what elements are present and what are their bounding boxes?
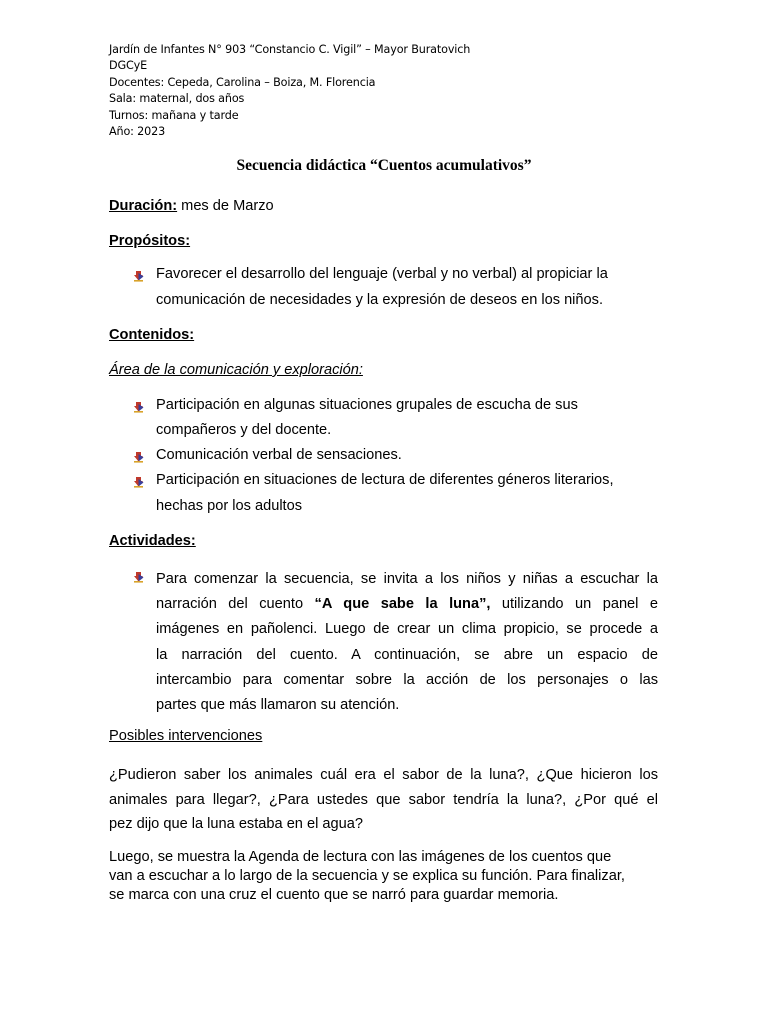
closing-line: van a escuchar a lo largo de la secuencia y se explica su función. Para finalizar, [109, 868, 625, 884]
contents-area-subheading: Área de la comunicación y exploración: [109, 362, 363, 378]
activity-line: la narración del cuento. A continuación, se abre un espacio de [156, 646, 658, 663]
bullet-arrow-icon [133, 270, 145, 282]
duration-label: Duración: [109, 198, 178, 214]
bullet-arrow-icon [133, 571, 145, 583]
activity-line: partes que más llamaron su atención. [156, 697, 400, 714]
content-item-line: compañeros y del docente. [156, 422, 332, 438]
purposes-heading: Propósitos: [109, 233, 191, 249]
activity-line: imágenes en pañolenci. Luego de crear un clima propicio, se procede a [156, 621, 658, 638]
closing-paragraph [109, 848, 669, 905]
header-teachers: Docentes: Cepeda, Carolina – Boiza, M. Florencia [109, 75, 376, 89]
bullet-arrow-icon [133, 476, 145, 488]
interventions-line: animales para llegar?, ¿Para ustedes que sabor tendría la luna?, ¿Por qué el [109, 791, 658, 808]
header-shifts: Turnos: mañana y tarde [109, 108, 239, 122]
interventions-line: pez dijo que la luna estaba en el agua? [109, 816, 363, 833]
duration-row [109, 198, 274, 214]
activity-line: narración del cuento “A que sabe la luna”, utilizando un panel e [156, 596, 658, 613]
activities-heading: Actividades: [109, 533, 196, 549]
header-year: Año: 2023 [109, 125, 166, 139]
interventions-paragraph [109, 763, 658, 837]
content-item-line: hechas por los adultos [156, 498, 303, 514]
contents-heading: Contenidos: [109, 327, 195, 343]
activity-line: Para comenzar la secuencia, se invita a los niños y niñas a escuchar la [156, 571, 658, 587]
bullet-arrow-icon [133, 451, 145, 463]
purpose-item-line: comunicación de necesidades y la expresión de deseos en los niños. [156, 292, 604, 308]
bullet-arrow-icon [133, 401, 145, 413]
interventions-line: ¿Pudieron saber los animales cuál era el sabor de la luna?, ¿Que hicieron los [109, 767, 658, 783]
document-title: Secuencia didáctica “Cuentos acumulativos” [236, 157, 532, 174]
story-title: “A que sabe la luna”, [314, 596, 491, 613]
header-school: Jardín de Infantes N° 903 “Constancio C. Vigil” – Mayor Buratovich [109, 43, 471, 56]
activity-line: intercambio para comentar sobre la acción de los personajes o las [156, 671, 658, 688]
document-header [109, 42, 709, 140]
interventions-heading: Posibles intervenciones [109, 728, 263, 744]
duration-value: mes de Marzo [177, 198, 274, 214]
activity-paragraph [156, 567, 658, 718]
closing-line: Luego, se muestra la Agenda de lectura con las imágenes de los cuentos que [109, 849, 612, 865]
closing-line: se marca con una cruz el cuento que se narró para guardar memoria. [109, 887, 559, 903]
content-item-line: Participación en algunas situaciones grupales de escucha de sus [156, 397, 578, 413]
purpose-item-line: Favorecer el desarrollo del lenguaje (verbal y no verbal) al propiciar la [156, 266, 608, 282]
header-room: Sala: maternal, dos años [109, 92, 245, 106]
content-item-line: Participación en situaciones de lectura de diferentes géneros literarios, [156, 472, 614, 488]
content-item-line: Comunicación verbal de sensaciones. [156, 447, 402, 463]
header-agency: DGCyE [109, 59, 148, 73]
